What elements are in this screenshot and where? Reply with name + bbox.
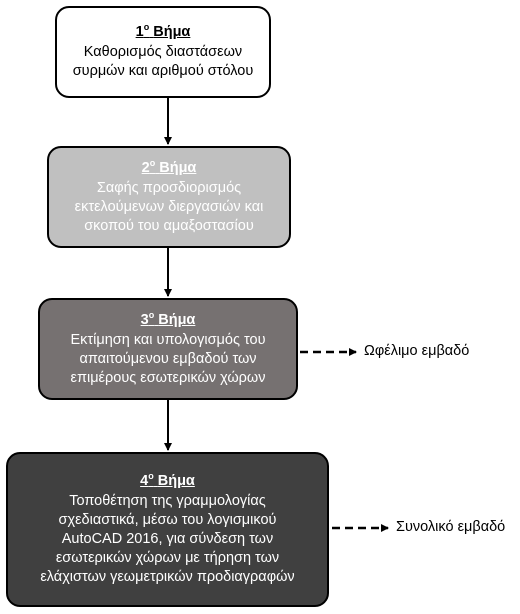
step-4-description: Τοποθέτηση της γραμμολογίας σχεδιαστικά, μέσω του λογισμικού AutoCAD 2016, για σύνδεση των εσωτερικών χώρων με τήρηση των ελάχιστων γεωμετρικών προδιαγραφών <box>40 493 295 585</box>
step-3-title: $3^o$ Βήμα <box>140 309 196 328</box>
step-4-title: $4^o$ Βήμα <box>140 471 195 489</box>
step-1-title: $1^o$ Βήμα <box>135 22 191 40</box>
step-2-description: Σαφής προσδιορισμός εκτελούμενων διεργασιών και σκοπού του αμαξοστασίου <box>74 179 264 234</box>
useful-area-label: Ωφέλιμο εμβαδό <box>364 343 470 359</box>
step-3-box <box>38 298 298 400</box>
step-1-box <box>55 6 271 98</box>
step-4-box <box>6 452 329 607</box>
step-1-description: Καθορισμός διαστάσεων συρμών και αριθμού στόλου <box>72 44 254 79</box>
step-2-box <box>47 146 291 248</box>
total-area-label: Συνολικό εμβαδό <box>396 519 506 535</box>
step-3-description: Εκτίμηση και υπολογισμός του απαιτούμενου εμβαδού των επιμέρους εσωτερικών χώρων <box>70 331 266 386</box>
step-2-title: $2^o$ Βήμα <box>141 157 197 176</box>
